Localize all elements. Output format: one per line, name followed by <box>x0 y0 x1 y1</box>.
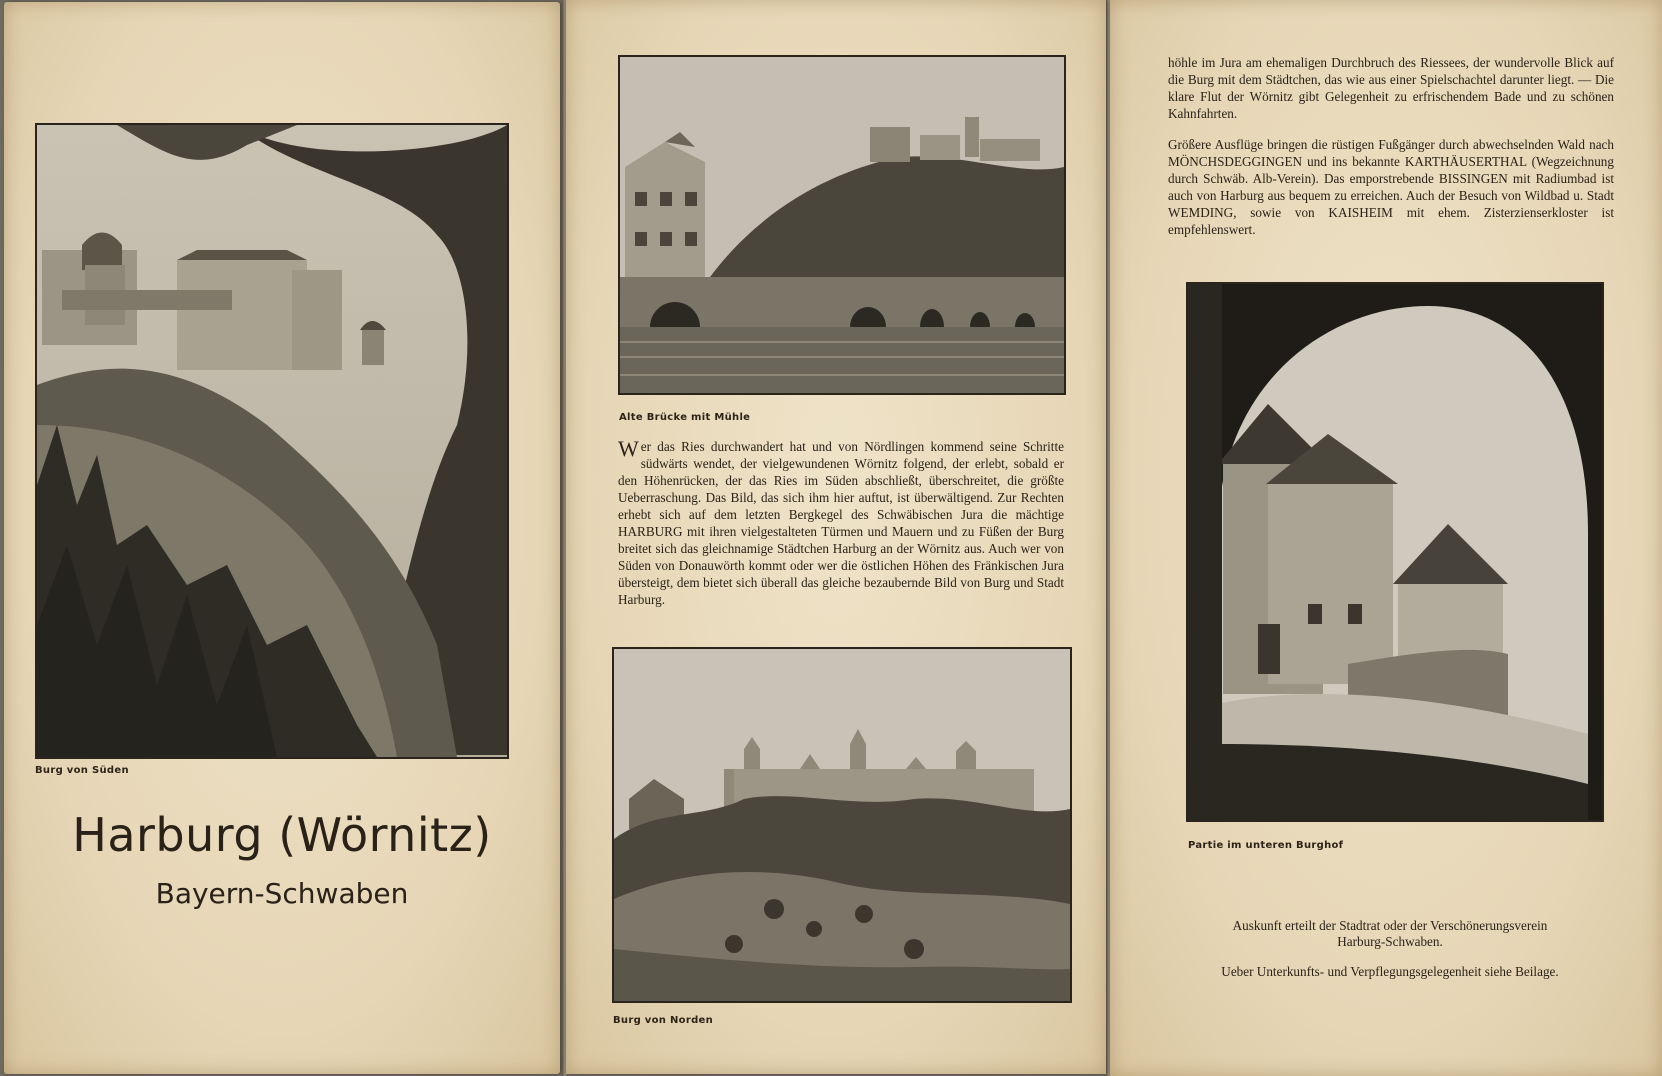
right-paragraph-2: Größere Ausflüge bringen die rüstigen Fußgänger durch abwechselnden Wald nach MÖNCHSDEGGINGEN und ins bekannte KARTHÄUSERTHAL (Wegzeichnung durch Schwäb. Alb-Verein). Das emporstrebende BISSINGEN mit Radiumbad ist auch von Harburg aus bequem zu erreichen. Auch der Besuch von Wildbad u. Stadt WEMDING, sowie von KAISHEIM mit ehem. Zisterzienserkloster ist empfehlenswert. <box>1168 137 1614 237</box>
photo-castle-north-caption: Burg von Norden <box>613 1015 714 1026</box>
photo-castle-north <box>612 647 1072 1003</box>
middle-panel <box>566 0 1106 1074</box>
intro-paragraph <box>618 438 1064 608</box>
photo-old-bridge-caption: Alte Brücke mit Mühle <box>619 412 751 423</box>
intro-paragraph-text: er das Ries durchwandert hat und von Nördlingen kommend seine Schritte südwärts wendet, der vielgewundenen Wörnitz folgend, der erlebt, sobald er den Höhenrücken, der das Ries im Süden abschließt, überschreitet, die größte Ueberraschung. Das Bild, das sich ihm hier auftut, ist überwältigend. Zur Rechten erhebt sich auf dem letzten Bergkegel des Schwäbischen Jura die mächtige HARBURG mit ihren vielgestalteten Türmen und Mauern und zu Füßen der Burg breitet sich das gleichnamige Städtchen Harburg an der Wörnitz aus. Auch wer von Süden von Donauwörth kommt oder wer die östlichen Höhen des Fränkischen Jura übersteigt, dem bietet sich überall das gleiche bezaubernde Bild von Burg und Stadt Harburg. <box>618 439 1064 607</box>
info-block <box>1150 918 1630 980</box>
cover-photo-caption: Burg von Süden <box>35 765 129 776</box>
info-line-1: Auskunft erteilt der Stadtrat oder der Verschönerungsverein <box>1232 918 1548 933</box>
photo-courtyard-caption: Partie im unteren Burghof <box>1188 840 1344 851</box>
info-line-3: Ueber Unterkunfts- und Verpflegungsgelegenheit siehe Beilage. <box>1221 964 1559 979</box>
right-text-block <box>1168 54 1614 252</box>
cover-title: Harburg (Wörnitz) <box>72 808 492 862</box>
info-line-2: Harburg-Schwaben. <box>1337 934 1443 949</box>
photo-lower-courtyard <box>1186 282 1604 822</box>
cover-subtitle: Bayern-Schwaben <box>155 877 409 910</box>
cover-panel <box>4 2 560 1074</box>
right-paragraph-1: höhle im Jura am ehemaligen Durchbruch des Riessees, der wundervolle Blick auf die Burg mit dem Städtchen, das wie aus einer Spielschachtel darunter liegt. — Die klare Flut der Wörnitz gibt Gelegenheit zu erfrischendem Bade und zu schönen Kahnfahrten. <box>1168 55 1614 121</box>
photo-old-bridge-mill <box>618 55 1066 395</box>
right-panel <box>1110 0 1662 1076</box>
dropcap-letter: W <box>618 436 639 461</box>
cover-photo-castle-south <box>35 123 509 759</box>
